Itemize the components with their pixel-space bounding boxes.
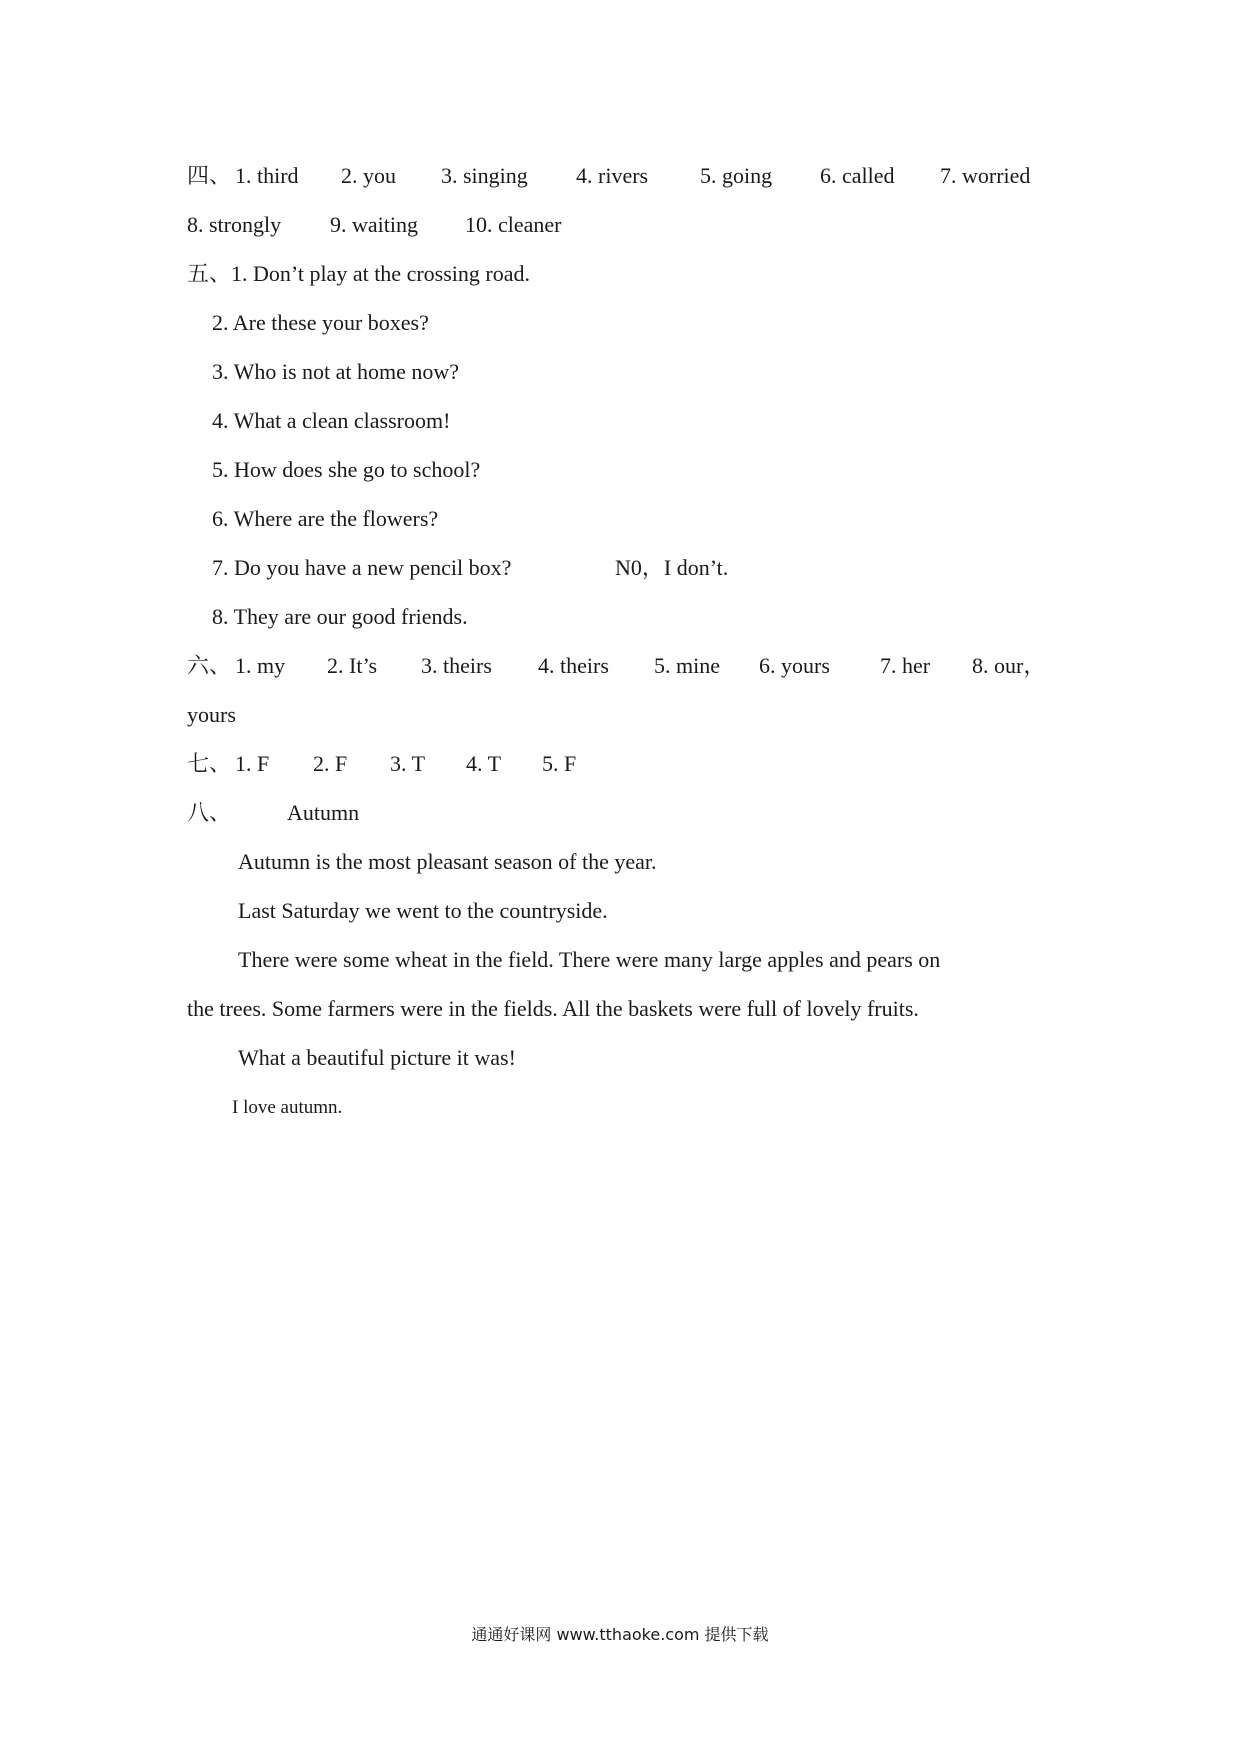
section-seven-label: 七、 bbox=[187, 752, 232, 777]
section-five-label: 五、 bbox=[187, 262, 232, 287]
answer-item: 9. waiting bbox=[330, 212, 418, 237]
essay-paragraph: Autumn is the most pleasant season of the year. bbox=[238, 849, 657, 874]
section-four-line-1 bbox=[187, 162, 1047, 191]
answer-item: yours bbox=[187, 702, 236, 727]
answer-item: 8. our， bbox=[972, 653, 1046, 678]
section-eight-line bbox=[187, 799, 360, 828]
sentence-item: 8. They are our good friends. bbox=[212, 604, 468, 629]
answer-item: 4. theirs bbox=[538, 653, 609, 678]
answer-item: 4. T bbox=[466, 751, 502, 776]
sentence-reply: N0，I don’t. bbox=[615, 555, 729, 580]
sentence-item-7 bbox=[212, 554, 729, 582]
essay-closing: I love autumn. bbox=[232, 1097, 343, 1118]
sentence-item: 1. Don’t play at the crossing road. bbox=[231, 261, 530, 286]
answer-item: 4. rivers bbox=[576, 163, 649, 188]
answer-item: 2. you bbox=[341, 163, 396, 188]
section-five-line-1 bbox=[187, 260, 530, 289]
answer-item: 5. going bbox=[700, 163, 773, 188]
section-six-line-1 bbox=[187, 652, 1047, 681]
sentence-item: 6. Where are the flowers? bbox=[212, 506, 439, 531]
section-eight-label: 八、 bbox=[187, 801, 232, 826]
page-footer: 通通好课网 www.tthaoke.com 提供下载 bbox=[471, 1625, 769, 1644]
essay-paragraph-continued: the trees. Some farmers were in the fields. All the baskets were full of lovely fruits. bbox=[187, 996, 919, 1021]
answer-item: 1. F bbox=[235, 751, 270, 776]
answer-item: 10. cleaner bbox=[465, 212, 562, 237]
answer-item: 3. singing bbox=[441, 163, 528, 188]
section-four-label: 四、 bbox=[187, 164, 232, 189]
answer-item: 7. worried bbox=[940, 163, 1031, 188]
answer-item: 2. It’s bbox=[327, 653, 378, 678]
section-six-label: 六、 bbox=[187, 654, 232, 679]
answer-item: 5. mine bbox=[654, 653, 720, 678]
essay-paragraph: What a beautiful picture it was! bbox=[238, 1045, 516, 1070]
answer-item: 2. F bbox=[313, 751, 348, 776]
essay-paragraph: There were some wheat in the field. There were many large apples and pears on bbox=[238, 947, 941, 972]
answer-item: 3. theirs bbox=[421, 653, 492, 678]
answer-item: 3. T bbox=[390, 751, 426, 776]
sentence-item: 5. How does she go to school? bbox=[212, 457, 481, 482]
sentence-item: 3. Who is not at home now? bbox=[212, 359, 460, 384]
answer-item: 8. strongly bbox=[187, 212, 282, 237]
answer-item: 1. third bbox=[235, 163, 299, 188]
answer-item: 6. yours bbox=[759, 653, 830, 678]
answer-item: 5. F bbox=[542, 751, 577, 776]
essay-paragraph: Last Saturday we went to the countryside. bbox=[238, 898, 608, 923]
answer-item: 7. her bbox=[880, 653, 931, 678]
sentence-item: 4. What a clean classroom! bbox=[212, 408, 451, 433]
sentence-item: 7. Do you have a new pencil box? bbox=[212, 555, 512, 580]
answer-item: 6. called bbox=[820, 163, 895, 188]
section-seven-line bbox=[187, 750, 787, 779]
sentence-item: 2. Are these your boxes? bbox=[212, 310, 429, 335]
essay-title: Autumn bbox=[287, 800, 360, 825]
answer-item: 1. my bbox=[235, 653, 286, 678]
